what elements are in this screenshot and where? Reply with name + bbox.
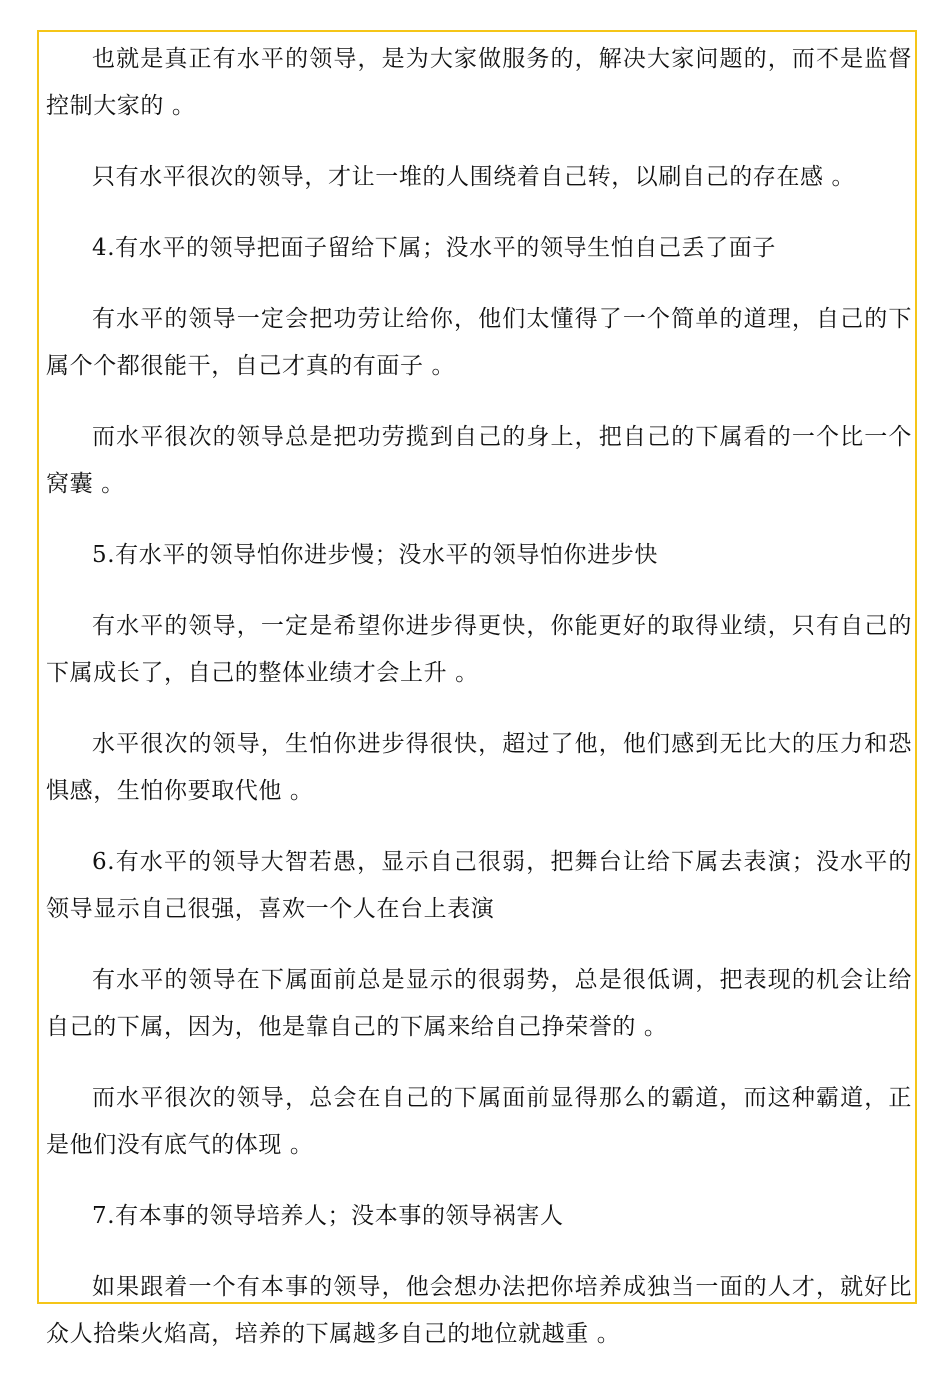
document-body: [46, 36, 912, 1382]
paragraph: 而水平很次的领导总是把功劳揽到自己的身上，把自己的下属看的一个比一个窝囊 。: [46, 424, 912, 497]
paragraph: 只有水平很次的领导，才让一堆的人围绕着自己转，以刷自己的存在感 。: [92, 164, 856, 190]
paragraph: 有水平的领导，一定是希望你进步得更快，你能更好的取得业绩，只有自己的下属成长了，自己的整体业绩才会上升 。: [46, 613, 912, 686]
paragraph: 而水平很次的领导，总会在自己的下属面前显得那么的霸道，而这种霸道，正是他们没有底气的体现 。: [46, 1085, 912, 1158]
section-heading: 4.有水平的领导把面子留给下属；没水平的领导生怕自己丢了面子: [92, 235, 776, 261]
section-heading: 7.有本事的领导培养人；没本事的领导祸害人: [92, 1203, 564, 1229]
section-heading: 5.有水平的领导怕你进步慢；没水平的领导怕你进步快: [92, 542, 658, 568]
paragraph: 有水平的领导在下属面前总是显示的很弱势，总是很低调，把表现的机会让给自己的下属，因为，他是靠自己的下属来给自己挣荣誉的 。: [46, 967, 912, 1040]
paragraph: 水平很次的领导，生怕你进步得很快，超过了他，他们感到无比大的压力和恐惧感，生怕你要取代他 。: [46, 731, 912, 804]
section-heading: 6.有水平的领导大智若愚，显示自己很弱，把舞台让给下属去表演；没水平的领导显示自己很强，喜欢一个人在台上表演: [46, 849, 912, 922]
paragraph: 如果跟着一个有本事的领导，他会想办法把你培养成独当一面的人才，就好比众人拾柴火焰高，培养的下属越多自己的地位就越重 。: [46, 1274, 912, 1347]
paragraph: 也就是真正有水平的领导，是为大家做服务的，解决大家问题的，而不是监督控制大家的 。: [46, 46, 912, 119]
paragraph: 有水平的领导一定会把功劳让给你，他们太懂得了一个简单的道理，自己的下属个个都很能干，自己才真的有面子 。: [46, 306, 912, 379]
